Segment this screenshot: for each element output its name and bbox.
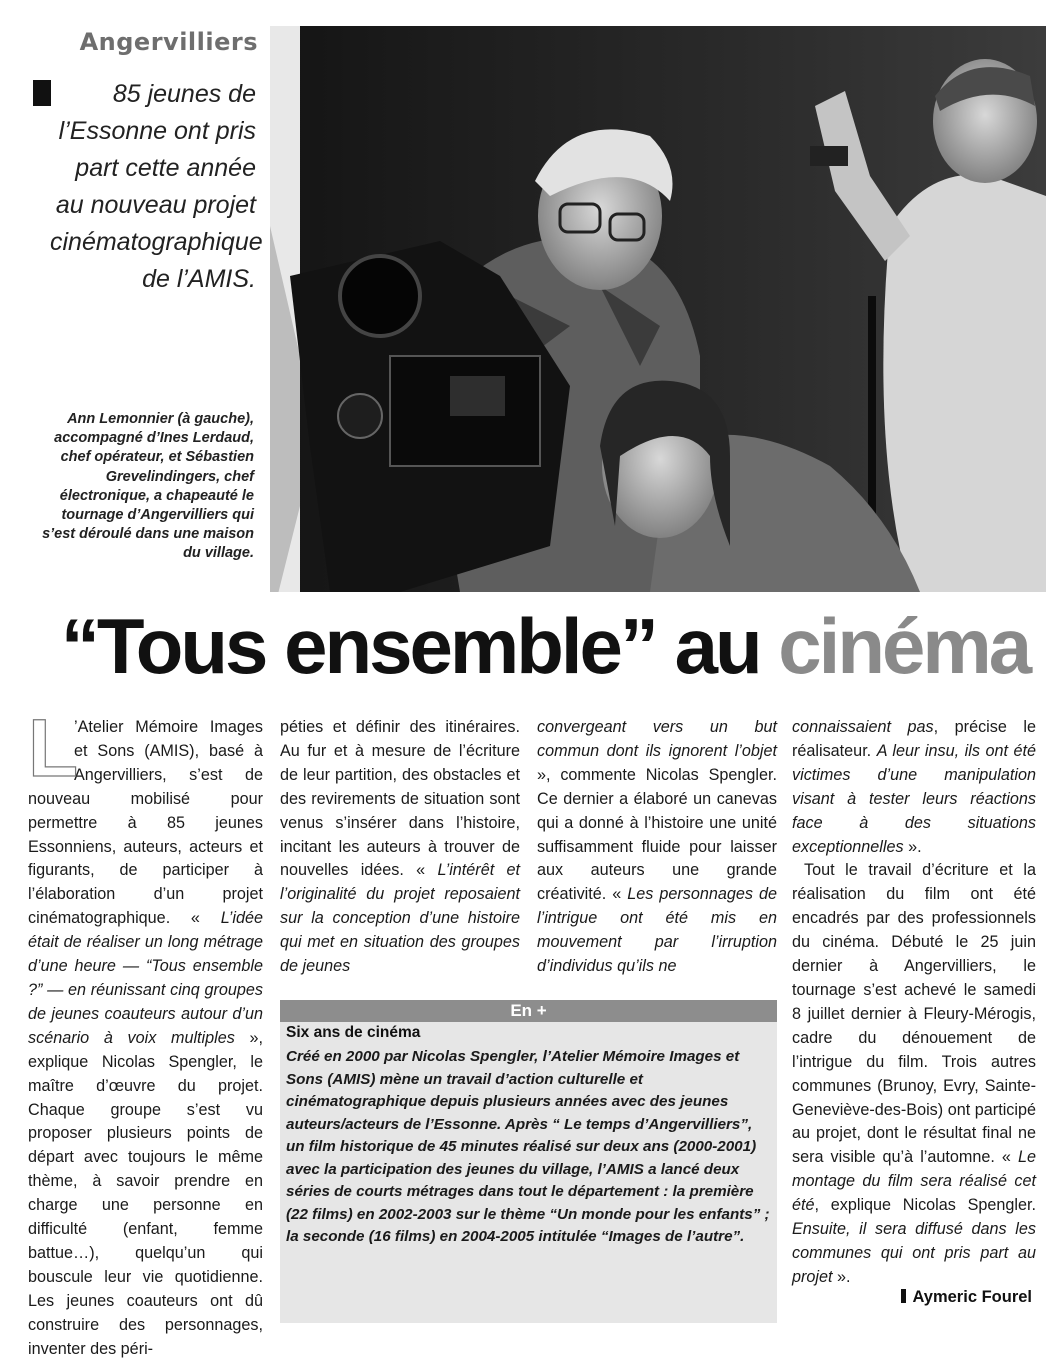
headline-main: “Tous ensemble” au — [60, 602, 760, 690]
article-column-1: L ’Atelier Mémoire Images et Sons (AMIS), basé à Angervilliers, s’est de nouveau mobilisé pour permettre à 85 jeunes Essonniens, auteurs, acteurs et figurants, de participer à l’élaboration d’un projet cinématographique. « L’idée était de réaliser un long métrage d’une heure — “Tous ensemble ?” — en réunissant cinq groupes de jeunes coauteurs autour d’un scénario à voix multiples », explique Nicolas Spengler, le maître d’œuvre du projet. Chaque groupe s’est vu proposer plusieurs points de départ avec toujours le même thème, à savoir prendre en charge une personne en difficulté (enfant, femme battue…), quelqu’un qui bouscule leur vie quotidienne. Les jeunes coauteurs ont dû construire des personnages, inventer des péri- — [28, 703, 264, 1358]
lead-text: 85 jeunes de l’Essonne ont pris part cette année au nouveau projet cinématographique de l’AMIS. — [50, 80, 263, 293]
article-column-3: convergeant vers un but commun dont ils ignorent l’objet », commente Nicolas Spengler. Ce dernier a élaboré un canevas qui a donné à l’histoire une unité suffisamment fluide pour laisser aux auteurs une grande créativité. « Les personnages de l’intrigue ont été mis en mouvement par l’irruption d’individus qu’ils ne — [537, 718, 777, 976]
headline — [40, 598, 1050, 694]
article-column-2: péties et définir des itinéraires. Au fur et à mesure de l’écriture de leur partition, des obstacles et des revirements de situation sont venus s’insérer dans l’histoire, incitant les auteurs à trouver de nouvelles idées. « L’intérêt et l’originalité du projet reposaient sur la conception d’une histoire qui met en situation des groupes de jeunes — [280, 718, 520, 976]
sidebar-label: En + — [510, 1001, 547, 1020]
photo-caption: Ann Lemonnier (à gauche), accompagné d’Ines Lerdaud, chef opérateur, et Sébastien Grevelindingers, chef électronique, a chapeauté le tournage d’Angervilliers qui s’est déroulé dans une maison du village. — [42, 411, 254, 562]
sidebar-label-bar — [280, 1000, 777, 1022]
film-crew-photo — [270, 26, 1046, 592]
lead-bullet — [33, 80, 51, 106]
author-signature: Aymeric Fourel — [880, 1288, 1032, 1307]
article-photo — [270, 26, 1046, 592]
article-column-4: connaissaient pas, précise le réalisateur. A leur insu, ils ont été victimes d’une manipulation visant à tester leurs réactions face à des situations exceptionnelles ». Tout le travail d’écriture et la réalisation du film ont été encadrés par des professionnels du cinéma. Débuté le 25 juin dernier à Angervilliers, le tournage s’est achevé le samedi 8 juillet dernier à Fleury-Mérogis, cadre du dénouement de l’intrigue du film. Trois autres communes (Brunoy, Evry, Sainte-Geneviève-des-Bois) ont participé au projet, dont le résultat final ne sera visible qu’à l’automne. « Le montage du film sera réalisé cet été, explique Nicolas Spengler. Ensuite, il sera diffusé dans les communes qui ont pris part au projet ». — [792, 718, 1036, 1286]
drop-cap: L — [28, 703, 79, 794]
sidebar-body: Créé en 2000 par Nicolas Spengler, l’Atelier Mémoire Images et Sons (AMIS) mène un travail d’action culturelle et cinématographique depuis plusieurs années avec des jeunes auteurs/acteurs de l’Essonne. Après “ Le temps d’Angervilliers”, un film historique de 45 minutes réalisé sur deux ans (2000-2001) avec la participation des jeunes du village, l’AMIS a lancé deux séries de courts métrages dans tout le département : la première (22 films) en 2002-2003 sur le thème “Un monde pour les enfants” ; la seconde (16 films) en 2004-2005 intitulée “Images de l’autre”. — [286, 1048, 770, 1245]
section-kicker: Angervilliers — [79, 28, 258, 56]
headline-accent: cinéma — [778, 602, 1030, 690]
sidebar-title: Six ans de cinéma — [286, 1024, 421, 1041]
